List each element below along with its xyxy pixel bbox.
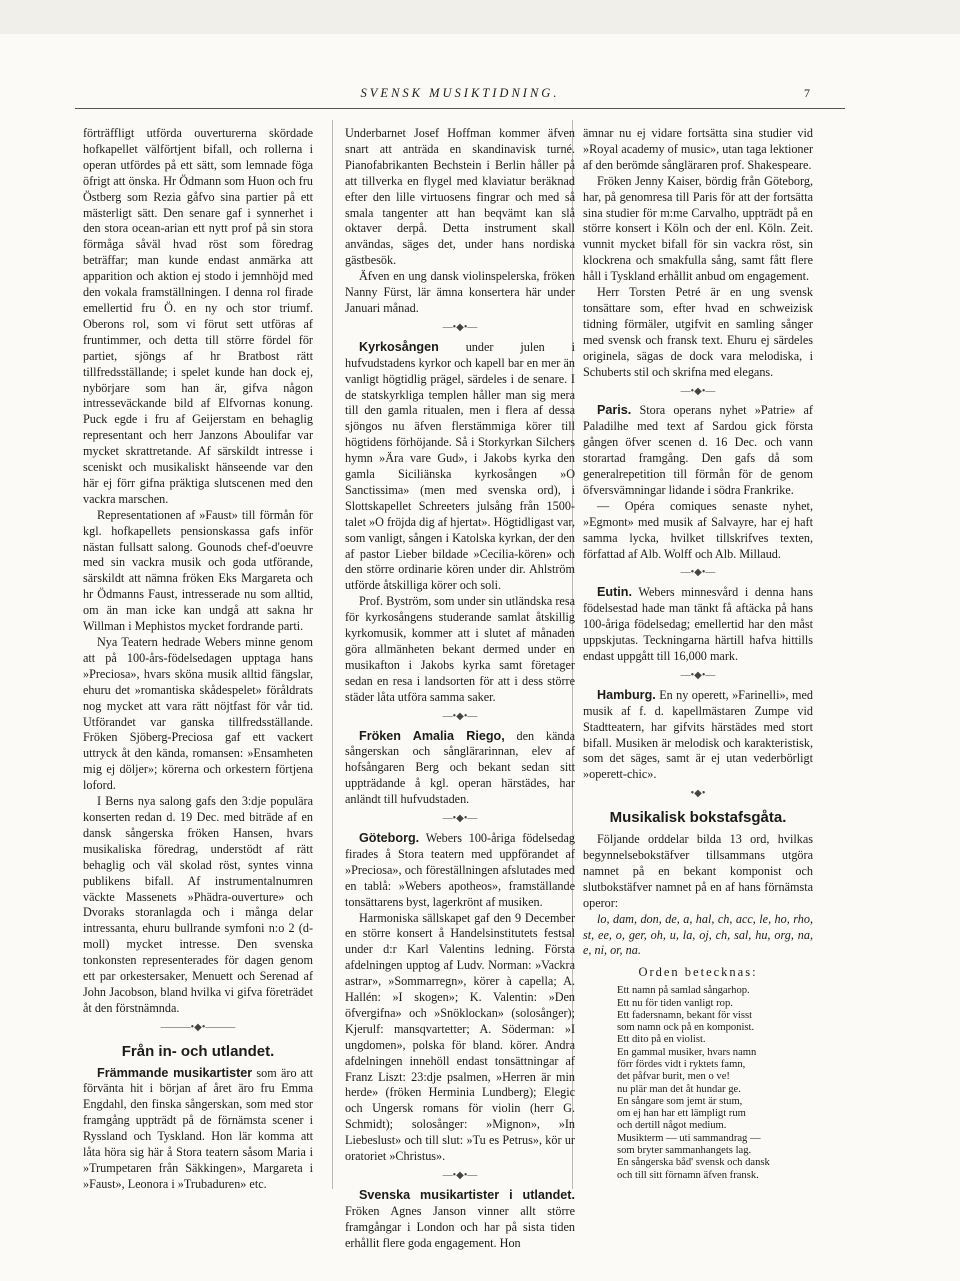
run-in-heading: Främmande musikartister bbox=[97, 1065, 253, 1080]
paragraph: den kända sångerskan och sånglärarinnan, elev af hofsångaren Berg och bekant sedan sitt uppträdande å kgl. operan härstädes, har anländt till hufvudstaden. bbox=[345, 728, 575, 807]
section-title: Musikalisk bokstafsgåta. bbox=[609, 809, 787, 827]
paragraph: Herr Torsten Petré är en ung svensk tonsättare som, efter hvad en schweizisk tidning förmäler, utgifvit en samling sånger med svensk och fransk text. Ehuru ej särdeles originela, sägas de dock vara melodiska, i Schuberts stil och skrifna med elegans. bbox=[583, 285, 813, 379]
ornament-divider: —•◆•— bbox=[442, 1170, 478, 1181]
run-in-heading: Hamburg. bbox=[597, 687, 656, 702]
run-in-heading: Göteborg. bbox=[359, 830, 420, 845]
paragraph: Harmoniska sällskapet gaf den 9 December en större konsert å Handelsinstitutets festsal under d:r Karl Valentins ledning. Första afdelningen upptog af Ludv. Norman: »Vackra astrar», »Sommarregn», körer à capella; A. Hallén: »I skogen»; K. Valentin: »Den öfvergifna» och »Snöklockan» (solosånger); Kjerulf: mansqvartetter; A. Söderman: »I ungdomen», polska för bland. körer. Andra afdelningen innehöll endast tonsättningar af Franz Liszt: 23:dje psalmen, »Herren är min herde» (fröken Herminia Lundberg); Elegic och Ungersk romans för violin (herr G. Schmidt); solosånger: »Mignon», »In Liebeslust» och till slut: »Tu es Petrus», kör ur oratoriet »Christus». bbox=[345, 910, 575, 1164]
paragraph: Nya Teatern hedrade Webers minne genom att på 100-års-födelsedagen upptaga hans »Preciosa», hvars sköna musik alltid fängslar, ehuru det »romantiska skådespelet» föråldrats nog mycket att vara rätt nöjtfast för vår tid. Utförandet var ganska tillfredsställande. Fröken Sjöberg-Preciosa gaf ett vackert uttryck åt den kända, romansen: »Ensamheten mig ej döljer»; körerna och orkestern förtjena loford. bbox=[83, 635, 313, 793]
page-header bbox=[75, 86, 845, 108]
paragraph: Representationen af »Faust» till förmån för kgl. hofkapellets pensionskassa gafs inför nästan fullsatt salong. Gounods chef-d'oeuvre med sin vackra musik och goda utförande, särskildt att nämna fröken Eks Margareta och hr Ödmanns Faust, intresserade nu som alltid, om än man icke kan undgå att sakna hr Willman i Mephistos mycket fordrande parti. bbox=[83, 507, 313, 634]
paragraph: Webers 100-åriga födelsedag firades å Stora teatern med uppförandet af »Preciosa», och föreställningen afslutades med en tablå: »Webers apotheos», framställande tonsättarens byst, lagerkrönt af musiken. bbox=[345, 830, 575, 909]
column-3 bbox=[583, 126, 813, 1182]
paragraph: Äfven en ung dansk violinspelerska, fröken Nanny Fürst, lär ämna konsertera här under Januari månad. bbox=[345, 269, 575, 315]
clue-line: och dertill något medium. bbox=[617, 1120, 727, 1132]
clue-line: som bryter sammanhangets lag. bbox=[617, 1145, 752, 1157]
ornament-divider: —•◆•— bbox=[442, 321, 478, 333]
paragraph: förträffligt utförda ouverturerna skördade hofkapellet välförtjent bifall, och rollerna i operan utfördes på ett sätt, som lemnade föga öfrigt att önska. Hr Ödmann som Huon och fru Östberg som Rezia gåfvo sina partier på ett mästerligt sätt. Den senare gaf i synnerhet i den stora ocean-arian ett nytt prof på sin stora förmåga såväl hvad röst som föredrag beträffar; man kunde endast anmärka att apparition och aktion ej stodo i jemnhöjd med den vokala framställningen. I denna rol firade emellertid fru Ö. en ny och stor triumf. Oberons rol, som vi förut sett utföras af fruntimmer, och detta till större fördel för partiet, sjöngs af hr Bratbost rätt tillfredsställande; i spelet kunde han dock ej, nybörjare som han är, gifva någon intresseväckande bild af Elfvornas konung. Puck egde i fru af Geijerstam en behaglig representant och herr Janzons Aboulifar var mycket skrattretande. Af särskildt intresse i sceniskt och musikaliskt hänseende var den här ej förr gifna präktiga slutscenen med den vackra marschen. bbox=[83, 126, 313, 506]
page-number: 7 bbox=[804, 86, 810, 100]
clue-line: En sångare som jemt är stum, bbox=[617, 1095, 743, 1107]
paragraph: Fröken Agnes Janson vinner allt större framgångar i London och har på sista tiden erhållit flere goda engagement. Hon bbox=[345, 1203, 575, 1250]
paragraph: som äro att förvänta hit i början af året äro fru Emma Engdahl, den finska sångerskan, som med stor framgång uppträdt på de förnämsta scener i Ryssland och Tyskland. Hon lär komma att låta höra sig här å Stora teatern såsom Maria i »Trumpetaren från Säkkingen», Margareta i »Faust», Leonora i »Trubaduren» etc. bbox=[83, 1065, 313, 1191]
paragraph: ämnar nu ej vidare fortsätta sina studier vid »Royal academy of music», utan taga lektioner af den berömde sångläraren prof. Shakespeare. bbox=[583, 126, 813, 172]
column-1 bbox=[83, 126, 313, 1193]
paragraph: Underbarnet Josef Hoffman kommer äfven snart att anträda en skandinavisk turné. Pianofabrikanten Bechstein i Berlin håller på att tillverka en flygel med klaviatur beräknad efter den lille virtuosens fingrar och med så smala tangenter att han beqvämt kan slå oktaver derpå. Detta instrument skall användas, säges det, under hans nordiska gästbesök. bbox=[345, 126, 575, 268]
clue-line: som namn ock på en komponist. bbox=[617, 1022, 755, 1034]
clue-line: förr fördes vidt i ryktets famn, bbox=[617, 1059, 746, 1070]
paragraph: — Opéra comiques senaste nyhet, »Egmont» med musik af Salvayre, har ej haft samma lycka, hvilket tillskrifves texten, författad af Alb. Wolff och Alb. Millaud. bbox=[583, 498, 813, 561]
paragraph: En ny operett, »Farinelli», med musik af f. d. kapellmästaren Zumpe vid Stadtteatern, har gifvits härstädes med stort bifall. Musiken är melodisk och karakteristisk, som det säges, samt är ej utan vederbörligt »operett-chic». bbox=[583, 687, 813, 782]
clue-heading: Orden betecknas: bbox=[638, 965, 758, 980]
run-in-heading: Kyrkosången bbox=[359, 339, 439, 354]
paragraph: Webers minnesvård i denna hans födelsestad hade man tänkt få aftäcka på hans 100-åriga födelsedag; emellertid har den måst uppskjutas. Teckningarna härtill hafva hittills endast uppgått till 16,000 mark. bbox=[583, 585, 813, 663]
ornament-divider: —•◆•— bbox=[680, 669, 716, 681]
syllable-list: lo, dam, don, de, a, hal, ch, acc, le, ho, rho, st, ee, o, ger, oh, u, la, oj, ch, sal, hu, org, na, e, ni, or, na. bbox=[583, 911, 813, 958]
header-rule bbox=[75, 108, 845, 109]
paragraph: I Berns nya salong gafs den 3:dje populära konserten redan d. 19 Dec. med biträde af en dansk sångerska fröken Hansen, hvars musikaliska föredrag, understödt af rätt behaglig och väl skolad röst, syntes vinna publikens bifall. Af instrumentalnumren väckte Massenets »Phädra-ouverture» och Dvoraks storanlagda och i många delar intressanta, ehuru bullrande symfoni n:o 2 (d-moll) mycket intresse. Den svenska tonkonsten representerades för dagen genom ett par orkestersaker, Menuett och Serenad af John Jacobson, bland hvilka vi gifva företrädet åt den förstnämnda. bbox=[83, 794, 313, 1015]
paragraph: Fröken Jenny Kaiser, bördig från Göteborg, har, på genomresa till Paris för att der fortsätta sina studier för m:me Carvalho, uppträdt på en större konsert i Köln och der enl. Köln. Zeit. vunnit mycket bifall för sin vackra röst, sin klockrena och smakfulla sång, samt fått flere håll i Tyskland erhållit anbud om engagement. bbox=[583, 173, 813, 284]
ornament-divider: —•◆•— bbox=[680, 385, 716, 397]
ornament-divider: —•◆•— bbox=[442, 813, 478, 825]
clue-line: En sångerska båd' svensk och dansk bbox=[617, 1157, 770, 1169]
run-in-heading: Svenska musikartister i utlandet. bbox=[359, 1187, 575, 1202]
clue-line: Ett namn på samlad sångarhop. bbox=[617, 985, 750, 997]
masthead: SVENSK MUSIKTIDNING. bbox=[360, 86, 560, 100]
ornament-divider: —•◆•— bbox=[680, 567, 716, 579]
run-in-heading: Paris. bbox=[597, 403, 632, 418]
paragraph: under julen i hufvudstadens kyrkor och kapell bar en mer än vanligt högtidlig prägel, särdeles i de senare. I de statskyrkliga templen håller man sig mera till den gamla ritualen, men i flera af dessa sjöngos nu äfven flerstämmiga körer till högtidens förhöjande. Så i Storkyrkan Silchers hymn »Ära vare Gud», i Jakobs kyrka den gamla Siciliänska kyrkosången »O Sanctissima» (men med svenska ord), i Slottskapellet Schreeters julsång från 1500-talet »O fröjda dig af hjertat». Högtidligast var, som vanligt, sången i Katolska kyrkan, der den af pastor Lieber bildade »Cecilia-kören» och den större ordinarie kören under dir. Ahlström utförde åtskilliga körer och soli. bbox=[345, 339, 575, 593]
section-title: Från in- och utlandet. bbox=[121, 1042, 275, 1060]
ornament-divider: —•◆•— bbox=[442, 710, 478, 722]
clue-line: om ej han har ett lämpligt rum bbox=[617, 1108, 746, 1120]
clue-line: Ett dito på en violist. bbox=[617, 1034, 706, 1046]
clue-line: och till sitt förnamn äfven fransk. bbox=[617, 1169, 759, 1181]
column-divider bbox=[332, 120, 333, 1189]
clue-line: nu plär man det åt hundar ge. bbox=[617, 1083, 741, 1095]
ornament-divider: ———•◆•——— bbox=[160, 1021, 236, 1033]
column-2 bbox=[345, 126, 575, 1252]
clue-line: det påfvar burit, men o ve! bbox=[617, 1071, 730, 1083]
clue-line: Musikterm — uti sammandrag — bbox=[617, 1132, 761, 1144]
clue-line: Ett nu för tiden vanligt rop. bbox=[617, 997, 733, 1009]
clue-line: En gammal musiker, hvars namn bbox=[617, 1046, 757, 1058]
paragraph: Prof. Byström, som under sin utländska resa för kyrkosångens studerande samlat åtskillig kyrkomusik, kommer att i slutet af månaden göra allmänheten bekant dermed under en musikafton i Jakobs kyrka samt företager sedan en resa i landsorten för att i dess större städer låta utföra samma saker. bbox=[345, 594, 575, 704]
clue-line: Ett fadersnamn, bekant för visst bbox=[617, 1009, 753, 1021]
run-in-heading: Fröken Amalia Riego, bbox=[359, 728, 505, 743]
page-top-margin bbox=[0, 0, 960, 34]
paragraph: Följande orddelar bilda 13 ord, hvilkas begynnelsebokstäfver tillsammans utgöra namnet på en bekant komponist och slutbokstäfver namnet på en af hans förnämsta operor: bbox=[583, 832, 813, 910]
run-in-heading: Eutin. bbox=[597, 585, 632, 600]
ornament-divider: •◆• bbox=[690, 788, 706, 800]
clue-list bbox=[617, 985, 813, 1182]
paragraph: Stora operans nyhet »Patrie» af Paladilhe med text af Sardou gick första gången öfver scenen d. 16 Dec. och vann storartad framgång. Den gafs då som generalrepetition till förmån för de genom öfversvämningar lidande i södra Frankrike. bbox=[583, 403, 813, 497]
